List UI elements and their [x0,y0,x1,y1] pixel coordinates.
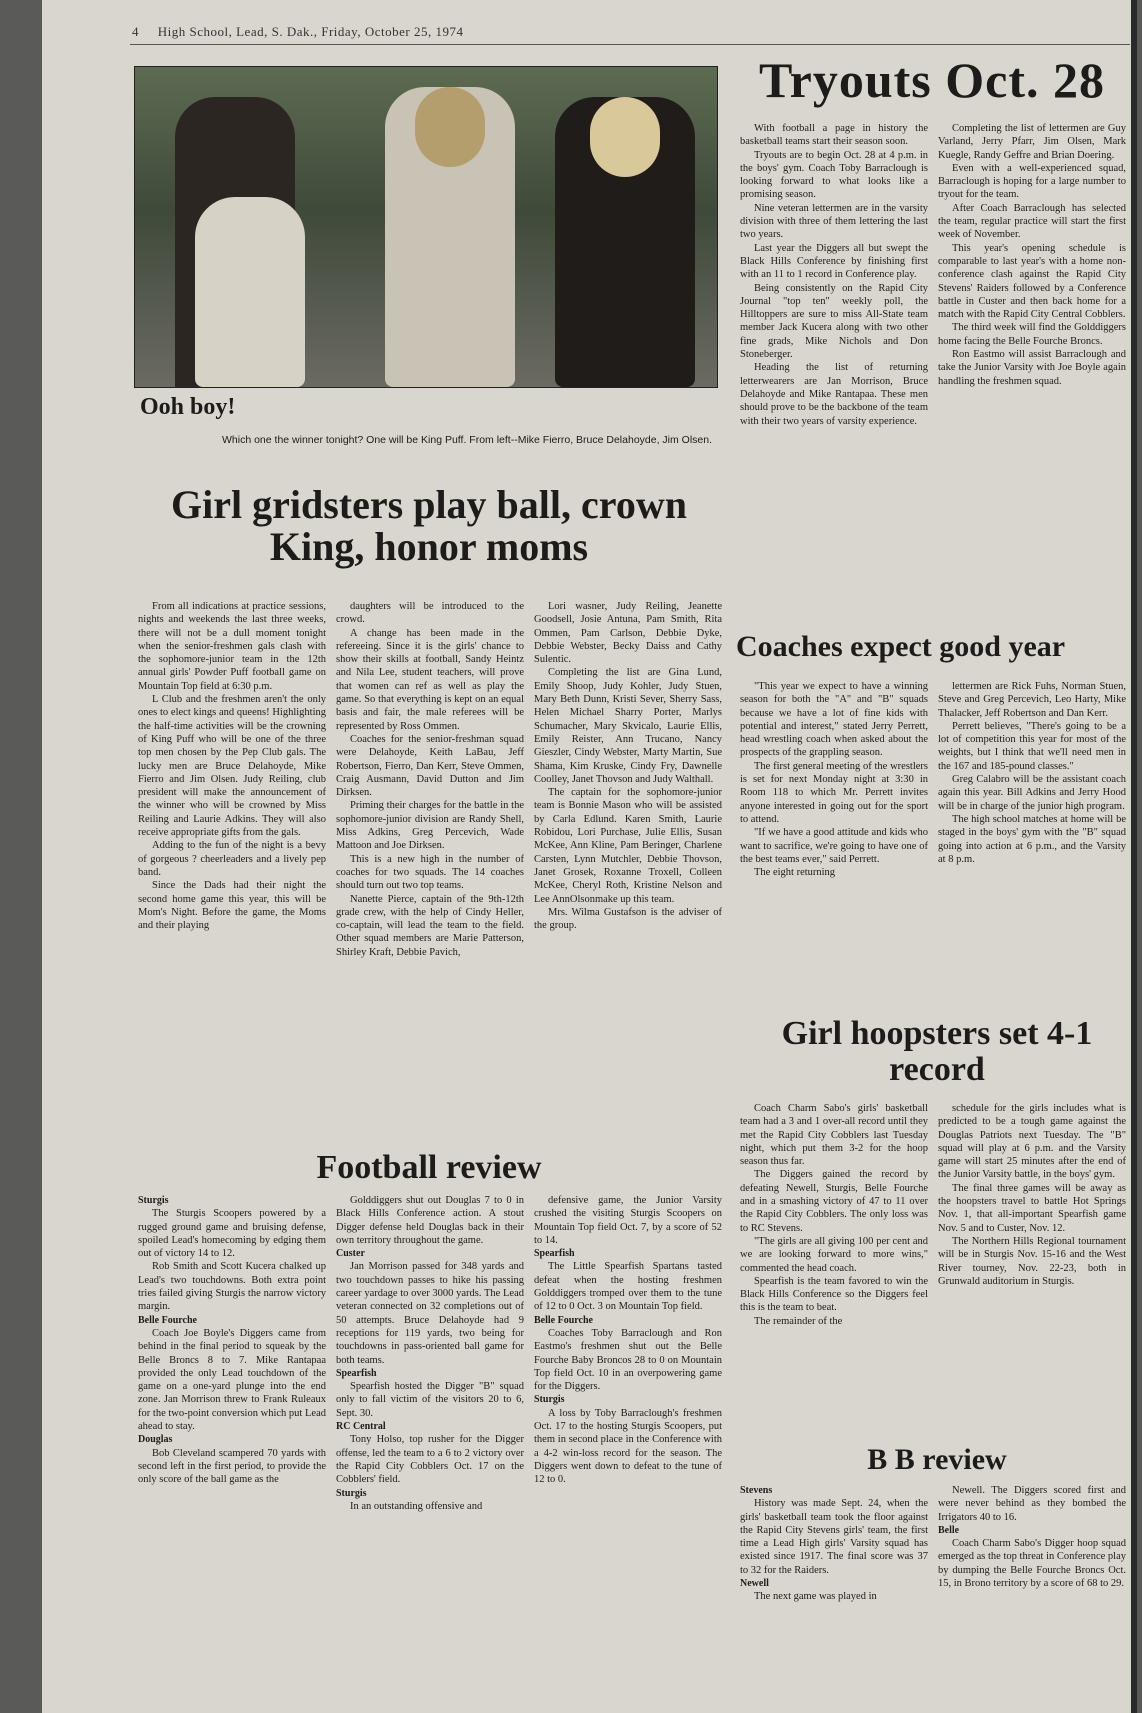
paragraph: The Diggers gained the record by defeating Newell, Sturgis, Belle Fourche and in a smashing victory of 47 to 11 over the Rapid City Cobblers. The only loss was to RC Stevens. [740,1169,928,1234]
subhead: Sturgis [534,1394,565,1406]
paragraph: Tony Holso, top rusher for the Digger offense, led the team to a 6 to 2 victory over the Rapid City Cobblers Oct. 17 on the Cobblers' field. [336,1434,524,1486]
hoopsters-col-2 [938,1102,1126,1288]
subhead: Newell [740,1578,769,1590]
girl-col-2 [336,600,524,959]
paragraph: defensive game, the Junior Varsity crushed the visiting Sturgis Scoopers on Mountain Top field Oct. 7, by a score of 52 to 14. [534,1195,722,1246]
masthead-line [132,24,463,40]
girl-col-1 [138,600,326,932]
paragraph: With football a page in history the basketball teams start their season soon. [740,123,928,148]
subhead: Stevens [740,1485,773,1496]
paragraph: Coach Charm Sabo's Digger hoop squad emerged as the top threat in Conference play by dumping the Belle Fourche Broncs Oct. 15, in Brono territory by a score of 68 to 29. [938,1538,1126,1590]
paragraph: Mrs. Wilma Gustafson is the adviser of the group. [534,906,722,932]
paragraph: A change has been made in the refereeing. Since it is the girls' chance to show their skills at football, Sandy Heintz and Nila Lee, student teachers, will prove that women can ref as well as play the game. So that everything is kept on an equal basis and fair, the male referees will be represented by Ross Ommen. [336,627,524,732]
paragraph: History was made Sept. 24, when the girls' basketball team took the floor against the Rapid City Stevens girls' team, the first time a Lead High girls' Varsity squad has existed since 1917. The final score was 37 to 32 for the Raiders. [740,1498,928,1576]
paragraph: L Club and the freshmen aren't the only ones to elect kings and queens! Highlighting the half-time activities will be the crowning of King Puff who will be one of the three top men chosen by the Pep Club gals. The lucky men are Bruce Delahoyde, Mike Fierro and Jim Olsen. Judy Reiling, club president will make the announcement of the winner who will be crowned by Miss Reiling and Laurie Adkins. They will also receive appropriate gifts from the gals. [138,694,326,839]
paragraph: Even with a well-experienced squad, Barraclough is hoping for a large number to tryout for the team. [938,162,1126,201]
subhead: Spearfish [534,1248,575,1260]
page-number: 4 [132,24,139,39]
masthead: High School, Lead, S. Dak., Friday, October 25, 1974 [157,24,464,39]
paragraph: Newell. The Diggers scored first and were never behind as they bombed the Irrigators 40 to 16. [938,1485,1126,1523]
paragraph: Bob Cleveland scampered 70 yards with second left in the first period, to provide the only score of the ball game as the [138,1447,326,1486]
football-col-1 [138,1194,326,1487]
paragraph: Last year the Diggers all but swept the Black Hills Conference by finishing first with an 11 to 1 record in Conference play. [740,242,928,281]
bb-col-1 [740,1484,928,1604]
paragraph: The Northern Hills Regional tournament will be in Sturgis Nov. 15-16 and the West River tourney, Nov. 22-23, both in Grunwald auditorium in Sturgis. [938,1235,1126,1287]
headline-football-review: Football review [316,1149,542,1186]
paragraph: Completing the list of lettermen are Guy Varland, Jerry Pfarr, Jim Olsen, Mark Kuegle, Randy Geffre and Brian Doering. [938,123,1126,161]
paragraph: The final three games will be away as the hoopsters travel to battle Hot Springs Nov. 1, that all-important Spearfish game Nov. 5 and to Custer, Nov. 12. [938,1182,1126,1234]
paragraph: Tryouts are to begin Oct. 28 at 4 p.m. in the boys' gym. Coach Toby Barraclough is looking forward to what looks like a promising season. [740,149,928,201]
paragraph: Coach Joe Boyle's Diggers came from behind in the final period to squeak by the Belle Broncs 8 to 7. Mike Rantapaa provided the only Lead touchdown of the game on a one-yard plunge into the end zone. Jan Morrison threw to Frank Ruleaux for the two-point conversion which put Lead ahead to stay. [138,1327,326,1433]
paragraph: The captain for the sophomore-junior team is Bonnie Mason who will be assisted by Carla Edlund. Karen Smith, Laurie Robidou, Lori Purchase, Julie Ellis, Susan McKee, Ann Kline, Pam Beringer, Charlene Carsten, Lynn Mutchler, Debbie Thovson, Janet Grosek, Roxanne Troxell, Colleen McKee, Cheryl Roth, Kristine Nelson and Lee AnnOlsonmake up this team. [534,787,722,905]
subhead: RC Central [336,1421,386,1433]
paragraph: This is a new high in the number of coaches for two squads. The 14 coaches should turn out two top teams. [336,853,524,892]
paragraph: A loss by Toby Barraclough's freshmen Oct. 17 to the hosting Sturgis Scoopers, put them in second place in the Conference with a 4-2 win-loss record for the season. The Diggers went down to defeat to the tune of 12 to 0. [534,1407,722,1486]
subhead: Belle [938,1524,960,1536]
paragraph: Coaches for the senior-freshman squad were Delahoyde, Keith LaBau, Jeff Robertson, Fierro, Dan Kerr, Steve Ommen, Craig Ausmann, David Dutton and Jim Dirksen. [336,733,524,799]
subhead: Sturgis [138,1195,169,1206]
hoopsters-col-1 [740,1102,928,1328]
headline-hoopsters: Girl hoopsters set 4-1 record [781,1015,1093,1088]
headline-coaches: Coaches expect good year [736,630,1066,663]
header-rule [130,44,1130,45]
headline-girl-gridsters: Girl gridsters play ball, crown King, honor moms [171,482,687,569]
paragraph: daughters will be introduced to the crowd. [336,601,524,626]
paragraph: From all indications at practice sessions, nights and weekends the last three weeks, there will not be a dull moment tonight when the senior-freshmen gals clash with the sophomore-junior team in the 12th annual girls' Powder Puff football game on Mountain Top field at 6:30 p.m. [138,601,326,692]
paragraph: Jan Morrison passed for 348 yards and two touchdown passes to hike his passing career yardage to over 3000 yards. The Lead veteran connected on 32 completions out of 50 attempts. Bruce Delahoyde had 9 receptions for 119 yards, two being for touchdowns in pass-oriented ball game for both teams. [336,1261,524,1366]
headline-bb-review: B B review [867,1443,1007,1476]
paragraph: Coach Charm Sabo's girls' basketball team had a 3 and 1 over-all record until they met the Rapid City Cobblers last Tuesday night, which put them 3-2 for the hoop season thus far. [740,1103,928,1168]
paragraph: Nanette Pierce, captain of the 9th-12th grade crew, with the help of Cindy Heller, co-captain, will lead the team to the field. Other squad members are Marie Patterson, Shirley Kraft, Debbie Pavich, [336,893,524,958]
paragraph: The eight returning [754,867,836,879]
paragraph: The Little Spearfish Spartans tasted defeat when the hosting freshmen Golddiggers tromped over them to the tune of 12 to 0 Oct. 3 on Mountain Top field. [534,1261,722,1313]
coaches-col-2 [938,680,1126,866]
paragraph: The first general meeting of the wrestlers is set for next Monday night at 3:30 in Room 118 to which Mr. Perrett invites anyone interested in going out for the sport to attend. [740,760,928,825]
paragraph: The Sturgis Scoopers powered by a rugged ground game and bruising defense, spoiled Lead's homecoming by edging them out of victory 14 to 12. [138,1208,326,1260]
paragraph: In an outstanding offensive and [350,1500,483,1512]
paragraph: Greg Calabro will be the assistant coach again this year. Bill Adkins and Jerry Hood will be in charge of the junior high program. [938,774,1126,812]
paragraph: Spearfish is the team favored to win the Black Hills Conference so the Diggers feel this is the team to beat. [740,1275,928,1314]
photo-caption: Which one the winner tonight? One will be King Puff. From left--Mike Fierro, Bruce Delahoyde, Jim Olsen. [222,434,713,446]
paragraph: lettermen are Rick Fuhs, Norman Stuen, Steve and Greg Percevich, Leo Harty, Mike Thalacker, Jeff Robertson and Dan Kerr. [938,681,1126,719]
headline-tryouts: Tryouts Oct. 28 [759,52,1105,108]
photo-caption-head: Ooh boy! [140,394,236,420]
paragraph: Heading the list of returning letterwearers are Jan Morrison, Bruce Delahoyde and Mike Rantapaa. These men should prove to be the backbone of the team with their two years of varsity experience. [740,362,928,427]
paragraph: "This year we expect to have a winning season for both the "A" and "B" squads because we have a lot of fine kids with potential and interest," stated Jerry Perrett, head wrestling coach when asked about the prospects of the grappling season. [740,681,928,759]
paragraph: Ron Eastmo will assist Barraclough and take the Junior Varsity with Joe Boyle again handling the freshmen squad. [938,349,1126,387]
paragraph: Being consistently on the Rapid City Journal "top ten" weekly poll, the Hilltoppers are sure to miss All-State team member Jack Kucera along with two other fine grads, Mike Nichols and Don Stoneberger. [740,282,928,361]
newspaper-page [42,0,1137,1713]
subhead: Belle Fourche [534,1314,593,1326]
subhead: Sturgis [336,1487,367,1499]
subhead: Belle Fourche [138,1314,197,1326]
paragraph: "The girls are all giving 100 per cent and we are looking forward to more wins," commented the head coach. [740,1235,928,1274]
photo-three-boys [134,66,718,388]
paragraph: The next game was played in [754,1591,877,1603]
paragraph: Golddiggers shut out Douglas 7 to 0 in Black Hills Conference action. A stout Digger defense held Douglas back in their own territory throughout the game. [336,1195,524,1246]
paragraph: Perrett believes, "There's going to be a lot of competition this year for most of the weights, but I think that we'll need men in the 167 and 185-pound classes." [938,720,1126,772]
paragraph: The third week will find the Golddiggers home facing the Belle Fourche Broncs. [938,322,1126,347]
paragraph: Adding to the fun of the night is a bevy of gorgeous ? cheerleaders and a lively pep band. [138,840,326,878]
girl-col-3 [534,600,722,932]
paragraph: "If we have a good attitude and kids who want to sacrifice, we're going to have one of the best teams ever," said Perrett. [740,827,928,865]
bb-col-2 [938,1484,1126,1590]
football-col-2 [336,1194,524,1513]
coaches-col-1 [740,680,928,879]
tryouts-col-1 [740,122,928,428]
paragraph: The remainder of the [754,1315,843,1327]
paragraph: Nine veteran lettermen are in the varsity division with three of them lettering the last two years. [740,202,928,241]
paragraph: After Coach Barraclough has selected the team, regular practice will start the first week of November. [938,202,1126,241]
paragraph: The high school matches at home will be staged in the boys' gym with the "B" squad going into action at 6 p.m., and the Varsity at 8 p.m. [938,813,1126,865]
paragraph: Spearfish hosted the Digger "B" squad only to fall victim of the visitors 20 to 6, Sept. 30. [336,1381,524,1419]
paragraph: Priming their charges for the battle in the sophomore-junior division are Randy Shell, Miss Adkins, Greg Percevich, Wade Mattoon and Joe Dirksen. [336,800,524,852]
subhead: Custer [336,1248,365,1260]
paragraph: schedule for the girls includes what is predicted to be a tough game against the Douglas Patriots next Tuesday. The "B" squad will play at 6 p.m. and the Varsity game will start 25 minutes after the end of the Junior Varsity battle, in the boys' gym. [938,1103,1126,1181]
paragraph: This year's opening schedule is comparable to last year's with a home non-conference clash against the Rapid City Stevens' Raiders followed by a Conference battle in Custer and then back home for a match with the Rapid City Central Cobblers. [938,242,1126,321]
paragraph: Completing the list are Gina Lund, Emily Shoop, Judy Kohler, Judy Stuen, Mary Beth Dunn, Kristi Sever, Sherry Sass, Helen Michael Sharry Porter, Marlys Schumacher, Mary Skvicalo, Laurie Ellis, Emily Reister, Ann Trucano, Nancy Gieszler, Cindy Webster, Marty Martin, Sue Shama, Kim Kruske, Cindy Fry, Dawnelle Coolley, Janet Thovson and Judy Walthall. [534,667,722,785]
paragraph: Lori wasner, Judy Reiling, Jeanette Goodsell, Josie Antuna, Pam Smith, Rita Ommen, Pam Carlson, Debbie Dyke, Debbie Webster, Becky Daiss and Cathy Sulentic. [534,601,722,666]
tryouts-col-2 [938,122,1126,388]
paragraph: Coaches Toby Barraclough and Ron Eastmo's freshmen shut out the Belle Fourche Baby Broncos 28 to 0 on Mountain Top field Oct. 10 in an overpowering game for the Diggers. [534,1327,722,1393]
subhead: Douglas [138,1434,173,1446]
football-col-3 [534,1194,722,1487]
paragraph: Since the Dads had their night the second home game this year, this will be Mom's Night. Before the game, the Moms and their playing [138,880,326,932]
subhead: Spearfish [336,1367,377,1379]
paragraph: Rob Smith and Scott Kucera chalked up Lead's two touchdowns. Both extra point tries failed giving Sturgis the narrow victory margin. [138,1261,326,1313]
